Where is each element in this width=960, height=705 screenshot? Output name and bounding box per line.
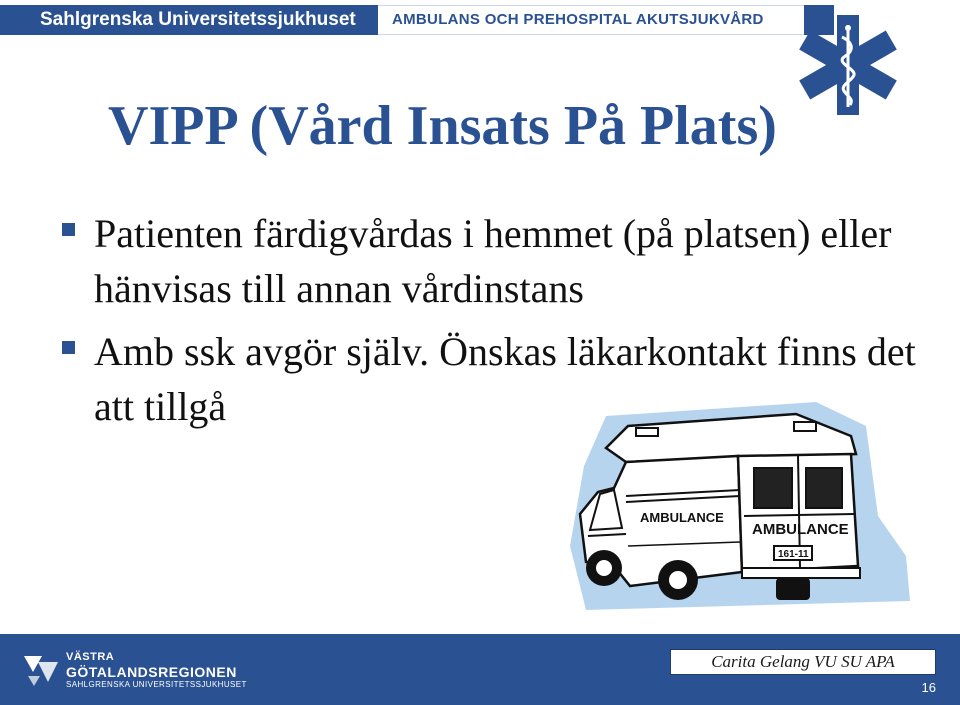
department-name: AMBULANS OCH PREHOSPITAL AKUTSJUKVÅRD [378, 5, 804, 35]
ambulance-image [566, 396, 916, 618]
vgr-logo-text [66, 652, 247, 689]
rear-label: AMBULANCE [752, 521, 849, 538]
logo-line-2: GÖTALANDSREGIONEN [66, 664, 237, 680]
square-bullet-icon [62, 223, 75, 236]
author-credit: Carita Gelang VU SU APA [670, 649, 936, 675]
side-label: AMBULANCE [640, 510, 724, 525]
logo-line-1: VÄSTRA [66, 651, 115, 663]
footer-bar [0, 634, 960, 705]
bullet-text: Amb ssk avgör själv. Önskas läkarkontakt finns det att tillgå [94, 329, 916, 429]
vgr-logo-icon [22, 652, 60, 688]
bullet-text: Patienten färdigvårdas i hemmet (på platsen) eller hänvisas till annan vårdinstans [94, 211, 892, 311]
license-plate: 161-11 [778, 549, 809, 560]
hospital-name: Sahlgrenska Universitetssjukhuset [0, 5, 378, 35]
list-item [58, 206, 938, 316]
page-number: 16 [921, 680, 936, 695]
slide-title: VIPP (Vård Insats På Plats) [108, 95, 777, 157]
square-bullet-icon [62, 341, 75, 354]
logo-line-3: SAHLGRENSKA UNIVERSITETSSJUKHUSET [66, 680, 247, 689]
